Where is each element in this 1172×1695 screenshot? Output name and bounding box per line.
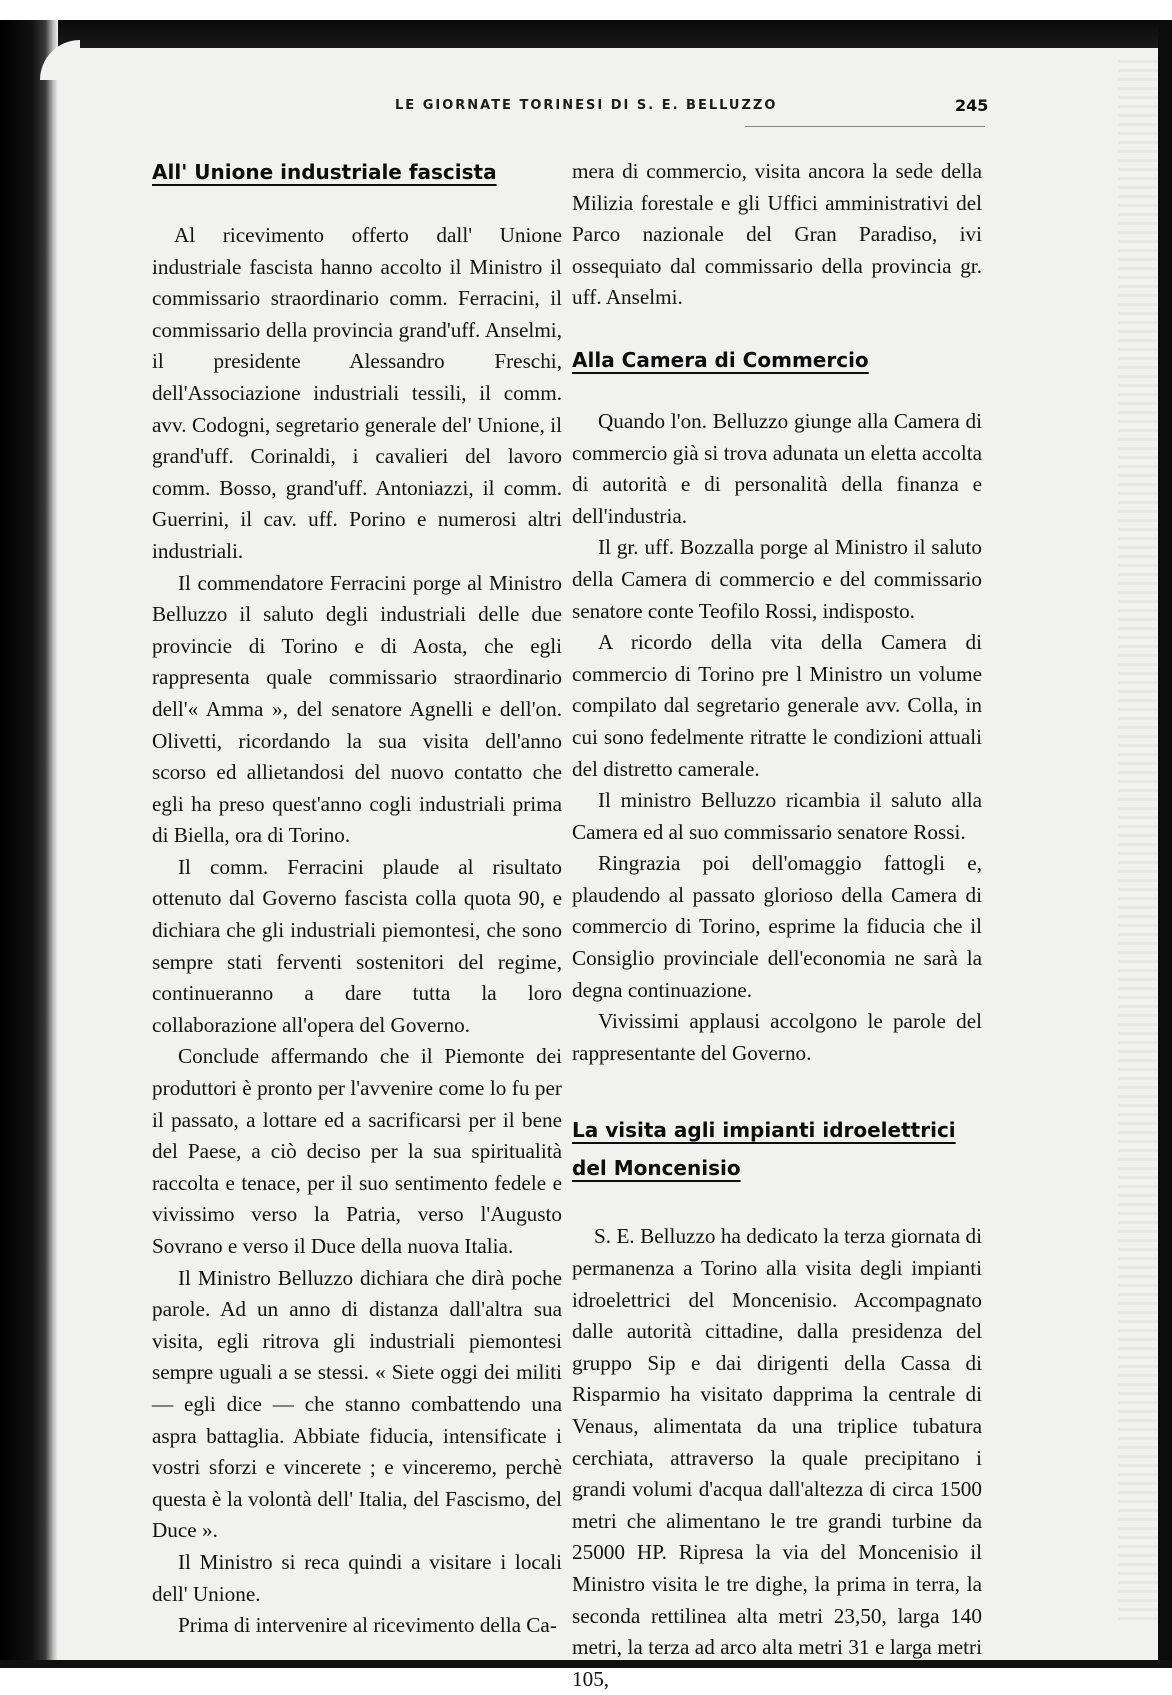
- paragraph: Vivissimi applausi accolgono le parole del rappresentante del Governo.: [572, 1009, 982, 1065]
- paragraph: Il ministro Belluzzo ricambia il saluto alla Camera ed al suo commissario senatore Rossi.: [572, 788, 982, 844]
- paragraph: Quando l'on. Belluzzo giunge alla Camera di commercio già si trova adunata un eletta accolta di autorità e di personalità della finanza e dell'industria.: [572, 408, 982, 528]
- paragraph: S. E. Belluzzo ha dedicato la terza giornata di permanenza a Torino alla visita degli impianti idroelettrici del Moncenisio. Accompagnato dalle autorità cittadine, dalla presidenza del gruppo Sip e dai dirigenti della Cassa di Risparmio ha visitato dapprima la centrale di Venaus, alimentata da una triplice tubatura cerchiata, attraverso la quale precipitano i grandi volumi d'acqua dall'altezza di circa 1500 metri che alimentano le tre grandi turbine da 25000 HP. Ripresa la via del Moncenisio il Ministro visita le tre dighe, la prima in terra, la seconda rettilinea alta metri 23,50, larga 140 metri, la terza ad arco alta metri 31 e larga metri 105,: [572, 1224, 982, 1691]
- section-heading-unione: All' Unione industriale fascista: [152, 160, 497, 184]
- section-heading-moncenisio: [572, 1111, 982, 1187]
- right-column: [572, 156, 982, 1695]
- paragraph: A ricordo della vita della Camera di commercio di Torino pre l Ministro un volume compilato dal segretario generale avv. Colla, in cui sono fedelmente ritratte le condizioni attuali del distretto camerale.: [572, 630, 982, 781]
- paragraph: Il comm. Ferracini plaude al risultato ottenuto dal Governo fascista colla quota 90, e dichiara che gli industriali piemontesi, che sono sempre stati ferventi sostenitori del regime, continueranno a dare tutta la loro collaborazione all'opera del Governo.: [152, 854, 562, 1037]
- running-header: LE GIORNATE TORINESI DI S. E. BELLUZZO: [395, 98, 778, 113]
- scan-shadow-left: [0, 20, 58, 1668]
- paragraph: Al ricevimento offerto dall' Unione industriale fascista hanno accolto il Ministro il commissario straordinario comm. Ferracini, il commissario della provincia grand'uff. Anselmi, il presidente Alessandro Freschi, dell'Associazione industriali tessili, il comm. avv. Codogni, segretario generale del' Unione, il grand'uff. Corinaldi, i cavalieri del lavoro comm. Bosso, grand'uff. Antoniazzi, il comm. Guerrini, il cav. uff. Porino e numerosi altri industriali.: [152, 223, 562, 563]
- paragraph: Il commendatore Ferracini porge al Ministro Belluzzo il saluto degli industriali delle due provincie di Torino e di Aosta, che egli rappresenta quale commissario straordinario dell'« Amma », del senatore Agnelli e dell'on. Olivetti, ricordando la sua visita dell'anno scorso ed allietandosi del nuovo contatto che egli ha preso quest'anno cogli industriali prima di Biella, ora di Torino.: [152, 570, 562, 848]
- left-column: [152, 156, 562, 1642]
- scan-shadow-right: [1158, 20, 1172, 1668]
- scan-noise: [1118, 60, 1158, 1620]
- paragraph: Il gr. uff. Bozzalla porge al Ministro il saluto della Camera di commercio e del commissario senatore conte Teofilo Rossi, indisposto.: [572, 535, 982, 623]
- paragraph: Ringrazia poi dell'omaggio fattogli e, plaudendo al passato glorioso della Camera di commercio di Torino, esprime la fiducia che il Consiglio provinciale dell'economia ne sarà la degna continuazione.: [572, 851, 982, 1002]
- section-heading-line: La visita agli impianti idroelettrici: [572, 1118, 956, 1143]
- section-heading-line: del Moncenisio: [572, 1156, 741, 1181]
- scan-shadow-top: [0, 20, 1172, 48]
- paragraph: Il Ministro si reca quindi a visitare i locali dell' Unione.: [152, 1549, 562, 1606]
- section-heading-camera: Alla Camera di Commercio: [572, 347, 869, 372]
- paragraph: Prima di intervenire al ricevimento della Ca-: [178, 1613, 557, 1638]
- paragraph: Conclude affermando che il Piemonte dei produttori è pronto per l'avvenire come lo fu per il passato, a lottare ed a sacrificarsi per il bene del Paese, a ciò deciso per la sua spiritualità raccolta e tenace, per il suo sentimento fedele e vivissimo verso la Patria, verso l'Augusto Sovrano e verso il Duce della nuova Italia.: [152, 1044, 562, 1258]
- scan-margin-top: [0, 0, 1172, 22]
- page-number: 245: [955, 96, 989, 115]
- paragraph: Il Ministro Belluzzo dichiara che dirà poche parole. Ad un anno di distanza dall'altra sua visita, egli ritrova gli industriali piemontesi sempre uguali a se stessi. « Siete oggi dei militi — egli dice — che stanno combattendo una aspra battaglia. Abbiate fiducia, intensificate i vostri sforzi e vincerete ; e vinceremo, perchè questa è la volontà dell' Italia, del Fascismo, del Duce ».: [152, 1265, 562, 1543]
- paragraph-continuation: mera di commercio, visita ancora la sede della Milizia forestale e gli Uffici amministrativi del Parco nazionale del Gran Paradiso, ivi ossequiato dal commissario della provincia gr. uff. Anselmi.: [572, 159, 982, 310]
- header-rule: [745, 126, 985, 127]
